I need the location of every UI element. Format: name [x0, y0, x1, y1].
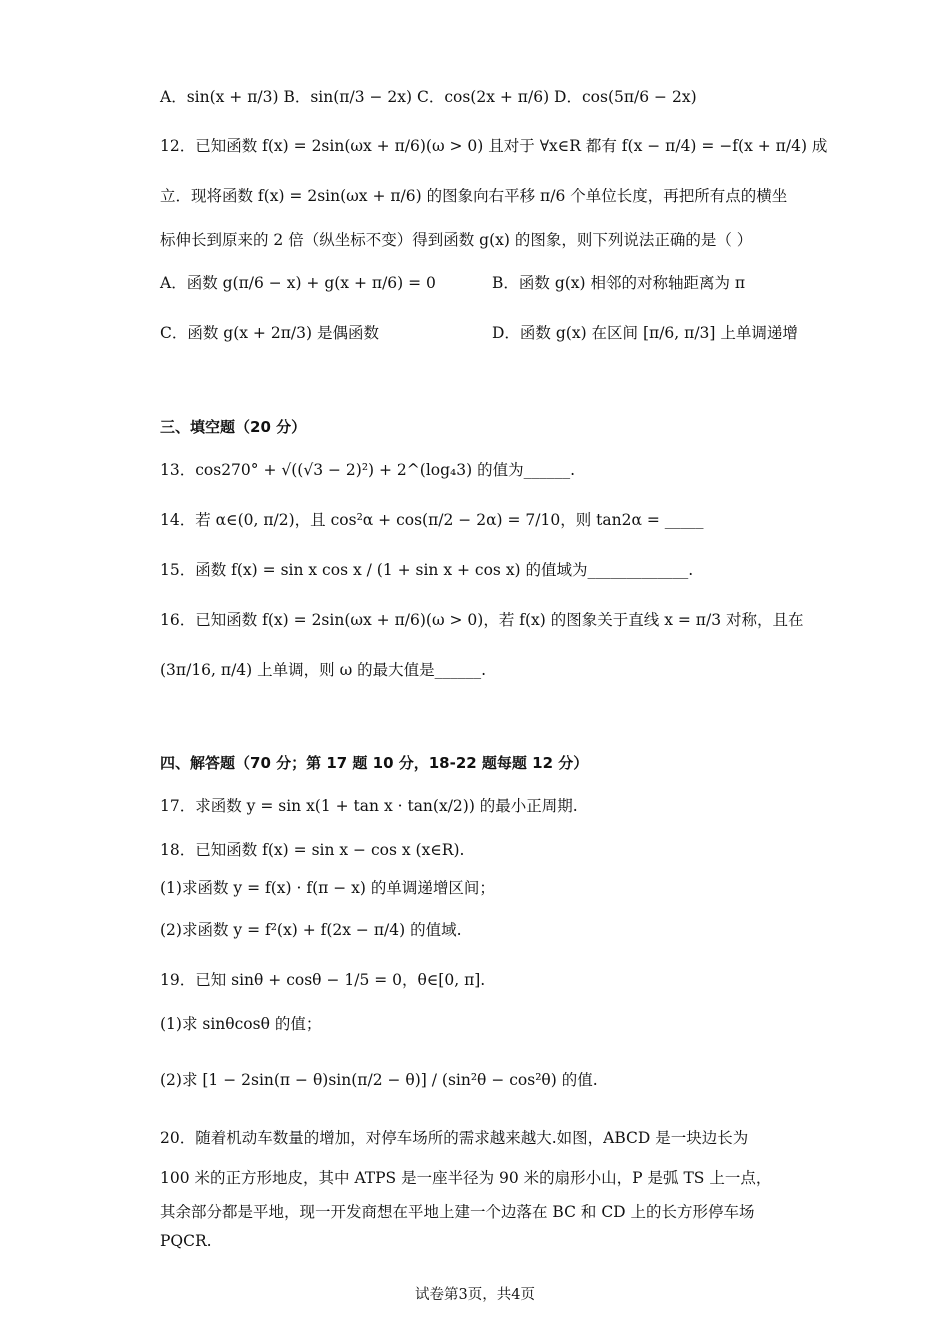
q20-line4: PQCR.	[160, 1232, 212, 1250]
q18: 18．已知函数 f(x) = sin x − cos x (x∈R).	[160, 841, 465, 859]
page-footer: 试卷第3页，共4页	[415, 1287, 535, 1303]
q11-options: A．sin(x + π/3) B．sin(π/3 − 2x) C．cos(2x + π/6) D．cos(5π/6 − 2x)	[160, 88, 697, 106]
q19: 19．已知 sinθ + cosθ − 1/5 = 0，θ∈[0, π].	[160, 971, 486, 989]
q17: 17．求函数 y = sin x(1 + tan x · tan(x/2)) 的最小正周期.	[160, 797, 578, 815]
q12-stem-line3: 标伸长到原来的 2 倍（纵坐标不变）得到函数 g(x) 的图象，则下列说法正确的是（ ）	[160, 231, 753, 249]
q20-line3: 其余部分都是平地，现一开发商想在平地上建一个边落在 BC 和 CD 上的长方形停车场	[160, 1203, 755, 1221]
q19-part2: (2)求 [1 − 2sin(π − θ)sin(π/2 − θ)] / (sin²θ − cos²θ) 的值.	[160, 1071, 598, 1089]
q12-option-b: B．函数 g(x) 相邻的对称轴距离为 π	[492, 274, 746, 292]
q12-stem-line1: 12．已知函数 f(x) = 2sin(ωx + π/6)(ω > 0) 且对于 ∀x∈R 都有 f(x − π/4) = −f(x + π/4) 成	[160, 137, 828, 155]
section-fill-in-heading: 三、填空题（20 分）	[160, 418, 307, 436]
q12-option-c: C．函数 g(x + 2π/3) 是偶函数	[160, 324, 379, 342]
q13: 13．cos270° + √((√3 − 2)²) + 2^(log₄3) 的值为______.	[160, 461, 576, 479]
q16-line1: 16．已知函数 f(x) = 2sin(ωx + π/6)(ω > 0)，若 f(x) 的图象关于直线 x = π/3 对称，且在	[160, 611, 804, 629]
section-answer-heading: 四、解答题（70 分；第 17 题 10 分，18-22 题每题 12 分）	[160, 754, 589, 772]
q12-option-d: D．函数 g(x) 在区间 [π/6, π/3] 上单调递增	[492, 324, 798, 342]
q19-part1: (1)求 sinθcosθ 的值；	[160, 1015, 322, 1033]
q12-option-a: A．函数 g(π/6 − x) + g(x + π/6) = 0	[160, 274, 436, 292]
q20-line2: 100 米的正方形地皮，其中 ATPS 是一座半径为 90 米的扇形小山，P 是弧 TS 上一点，	[160, 1169, 772, 1187]
q18-part2: (2)求函数 y = f²(x) + f(2x − π/4) 的值域.	[160, 921, 462, 939]
q16-line2: (3π/16, π/4) 上单调，则 ω 的最大值是______.	[160, 661, 487, 679]
q18-part1: (1)求函数 y = f(x) · f(π − x) 的单调递增区间；	[160, 879, 495, 897]
q20-line1: 20．随着机动车数量的增加，对停车场所的需求越来越大.如图，ABCD 是一块边长为	[160, 1129, 749, 1147]
q14: 14．若 α∈(0, π/2)，且 cos²α + cos(π/2 − 2α) = 7/10，则 tan2α = _____	[160, 511, 704, 529]
q12-stem-line2: 立．现将函数 f(x) = 2sin(ωx + π/6) 的图象向右平移 π/6 个单位长度，再把所有点的横坐	[160, 187, 788, 205]
q15: 15．函数 f(x) = sin x cos x / (1 + sin x + cos x) 的值域为_____________.	[160, 561, 694, 579]
